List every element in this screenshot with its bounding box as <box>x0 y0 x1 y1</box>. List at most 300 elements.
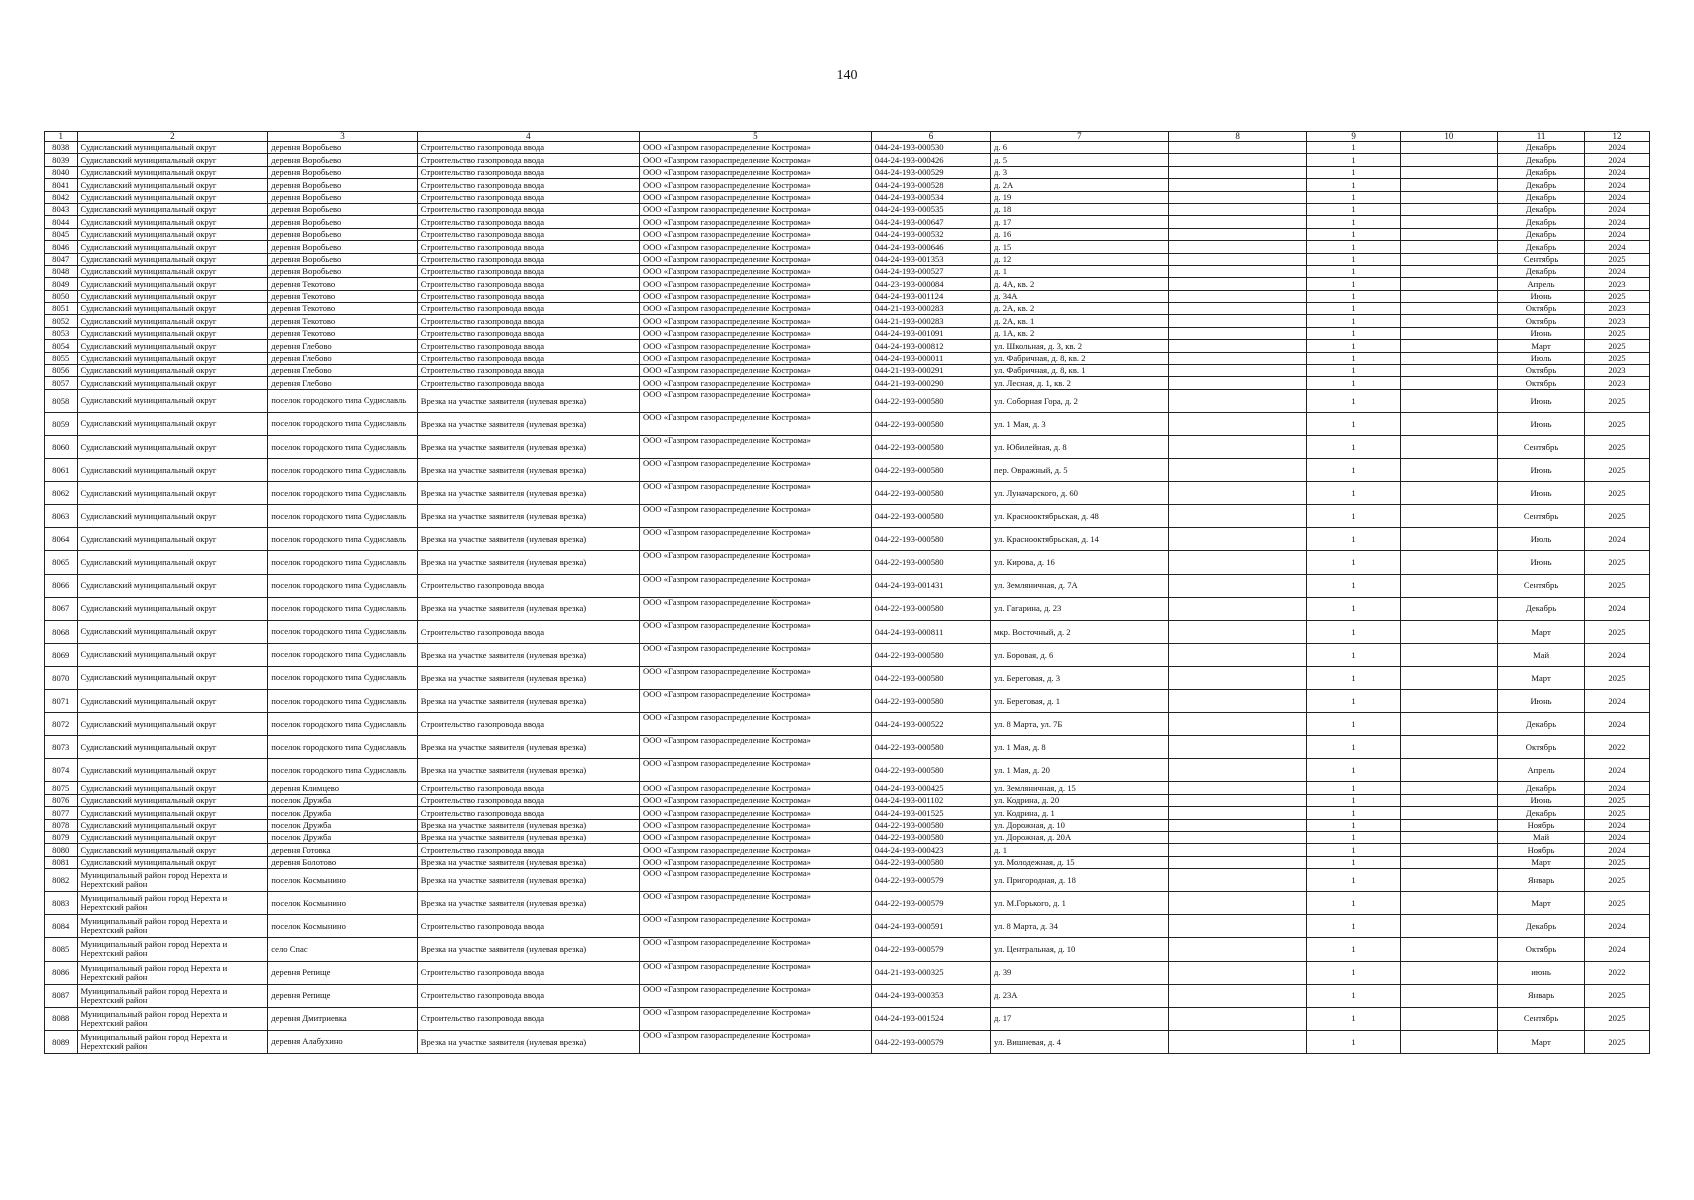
month-cell: Март <box>1498 666 1585 689</box>
work-type-cell: Врезка на участке заявителя (нулевая врезка) <box>417 1030 639 1053</box>
municipality-cell: Судиславский муниципальный округ <box>77 191 268 203</box>
year-cell: 2023 <box>1584 315 1649 327</box>
municipality-cell: Судиславский муниципальный округ <box>77 690 268 713</box>
settlement-cell: поселок городского типа Судиславль <box>268 736 418 759</box>
quantity-cell: 1 <box>1307 574 1400 597</box>
address-cell: ул. Красноoктябрьская, д. 48 <box>991 505 1169 528</box>
year-cell: 2025 <box>1584 574 1649 597</box>
row-number-cell: 8073 <box>45 736 78 759</box>
month-cell: Октябрь <box>1498 315 1585 327</box>
table-row <box>45 551 1650 574</box>
settlement-cell: поселок городского типа Судиславль <box>268 597 418 620</box>
column-10-cell <box>1400 216 1498 228</box>
column-10-cell <box>1400 759 1498 782</box>
column-10-cell <box>1400 713 1498 736</box>
quantity-cell: 1 <box>1307 1030 1400 1053</box>
month-cell: Май <box>1498 831 1585 843</box>
column-10-cell <box>1400 505 1498 528</box>
settlement-cell: деревня Текотово <box>268 303 418 315</box>
month-cell: Декабрь <box>1498 142 1585 154</box>
work-type-cell: Строительство газопровода ввода <box>417 327 639 339</box>
column-10-cell <box>1400 142 1498 154</box>
year-cell: 2024 <box>1584 166 1649 178</box>
settlement-cell: поселок городского типа Судиславль <box>268 389 418 412</box>
year-cell: 2024 <box>1584 241 1649 253</box>
row-number-cell: 8067 <box>45 597 78 620</box>
settlement-cell: деревня Алабухино <box>268 1030 418 1053</box>
column-8-cell <box>1168 574 1307 597</box>
address-cell: д. 2А, кв. 2 <box>991 303 1169 315</box>
row-number-cell: 8085 <box>45 938 78 961</box>
address-cell: ул. Центральная, д. 10 <box>991 938 1169 961</box>
address-cell: мкр. Восточный, д. 2 <box>991 620 1169 643</box>
settlement-cell: поселок Дружба <box>268 819 418 831</box>
organization-cell: ООО «Газпром газораспределение Кострома» <box>639 265 871 277</box>
column-10-cell <box>1400 482 1498 505</box>
municipality-cell: Муниципальный район город Нерехта и Нерехтский район <box>77 1007 268 1030</box>
row-number-cell: 8045 <box>45 228 78 240</box>
work-type-cell: Строительство газопровода ввода <box>417 142 639 154</box>
organization-cell: ООО «Газпром газораспределение Кострома» <box>639 574 871 597</box>
settlement-cell: поселок городского типа Судиславль <box>268 505 418 528</box>
table-row <box>45 984 1650 1007</box>
column-10-cell <box>1400 166 1498 178</box>
work-type-cell: Строительство газопровода ввода <box>417 1007 639 1030</box>
settlement-cell: деревня Готовка <box>268 844 418 856</box>
table-row <box>45 191 1650 203</box>
municipality-cell: Муниципальный район город Нерехта и Нерехтский район <box>77 869 268 892</box>
row-number-cell: 8057 <box>45 377 78 389</box>
quantity-cell: 1 <box>1307 412 1400 435</box>
address-cell: ул. 8 Марта, ул. 7Б <box>991 713 1169 736</box>
municipality-cell: Судиславский муниципальный округ <box>77 303 268 315</box>
municipality-cell: Судиславский муниципальный округ <box>77 551 268 574</box>
address-cell: ул. 1 Мая, д. 20 <box>991 759 1169 782</box>
settlement-cell: село Спас <box>268 938 418 961</box>
year-cell: 2025 <box>1584 666 1649 689</box>
column-10-cell <box>1400 690 1498 713</box>
program-code-cell: 044-22-193-000580 <box>871 759 990 782</box>
column-10-cell <box>1400 794 1498 806</box>
year-cell: 2024 <box>1584 938 1649 961</box>
program-code-cell: 044-24-193-001091 <box>871 327 990 339</box>
year-cell: 2025 <box>1584 869 1649 892</box>
organization-cell: ООО «Газпром газораспределение Кострома» <box>639 253 871 265</box>
program-code-cell: 044-24-193-000811 <box>871 620 990 643</box>
column-10-cell <box>1400 377 1498 389</box>
month-cell: Июнь <box>1498 794 1585 806</box>
program-code-cell: 044-22-193-000580 <box>871 831 990 843</box>
table-row <box>45 303 1650 315</box>
table-row <box>45 666 1650 689</box>
table-row <box>45 807 1650 819</box>
column-number-cell: 5 <box>639 132 871 142</box>
month-cell: Апрель <box>1498 278 1585 290</box>
municipality-cell: Муниципальный район город Нерехта и Нерехтский район <box>77 892 268 915</box>
quantity-cell: 1 <box>1307 915 1400 938</box>
column-10-cell <box>1400 436 1498 459</box>
address-cell: д. 5 <box>991 154 1169 166</box>
column-10-cell <box>1400 856 1498 868</box>
row-number-cell: 8064 <box>45 528 78 551</box>
column-8-cell <box>1168 1030 1307 1053</box>
address-cell: ул. Земляничная, д. 15 <box>991 782 1169 794</box>
municipality-cell: Судиславский муниципальный округ <box>77 203 268 215</box>
program-code-cell: 044-22-193-000579 <box>871 869 990 892</box>
organization-cell: ООО «Газпром газораспределение Кострома» <box>639 228 871 240</box>
municipality-cell: Судиславский муниципальный округ <box>77 436 268 459</box>
year-cell: 2024 <box>1584 228 1649 240</box>
work-type-cell: Врезка на участке заявителя (нулевая врезка) <box>417 551 639 574</box>
column-8-cell <box>1168 377 1307 389</box>
month-cell: Декабрь <box>1498 203 1585 215</box>
work-type-cell: Врезка на участке заявителя (нулевая врезка) <box>417 643 639 666</box>
year-cell: 2025 <box>1584 984 1649 1007</box>
year-cell: 2025 <box>1584 412 1649 435</box>
column-10-cell <box>1400 241 1498 253</box>
year-cell: 2024 <box>1584 216 1649 228</box>
year-cell: 2024 <box>1584 844 1649 856</box>
column-10-cell <box>1400 819 1498 831</box>
program-code-cell: 044-22-193-000579 <box>871 938 990 961</box>
organization-cell: ООО «Газпром газораспределение Кострома» <box>639 551 871 574</box>
municipality-cell: Судиславский муниципальный округ <box>77 154 268 166</box>
municipality-cell: Судиславский муниципальный округ <box>77 807 268 819</box>
month-cell: Октябрь <box>1498 938 1585 961</box>
settlement-cell: деревня Глебово <box>268 352 418 364</box>
table-row <box>45 713 1650 736</box>
column-8-cell <box>1168 228 1307 240</box>
address-cell: ул. Школьная, д. 3, кв. 2 <box>991 340 1169 352</box>
row-number-cell: 8042 <box>45 191 78 203</box>
row-number-cell: 8050 <box>45 290 78 302</box>
address-cell: ул. Луначарского, д. 60 <box>991 482 1169 505</box>
year-cell: 2024 <box>1584 690 1649 713</box>
program-code-cell: 044-24-193-001525 <box>871 807 990 819</box>
organization-cell: ООО «Газпром газораспределение Кострома» <box>639 597 871 620</box>
organization-cell: ООО «Газпром газораспределение Кострома» <box>639 620 871 643</box>
work-type-cell: Врезка на участке заявителя (нулевая врезка) <box>417 436 639 459</box>
address-cell: д. 39 <box>991 961 1169 984</box>
row-number-cell: 8056 <box>45 365 78 377</box>
program-code-cell: 044-24-193-000534 <box>871 191 990 203</box>
row-number-cell: 8058 <box>45 389 78 412</box>
table-row <box>45 241 1650 253</box>
quantity-cell: 1 <box>1307 1007 1400 1030</box>
month-cell: Январь <box>1498 984 1585 1007</box>
column-8-cell <box>1168 482 1307 505</box>
organization-cell: ООО «Газпром газораспределение Кострома» <box>639 377 871 389</box>
municipality-cell: Судиславский муниципальный округ <box>77 856 268 868</box>
column-10-cell <box>1400 389 1498 412</box>
year-cell: 2025 <box>1584 389 1649 412</box>
column-8-cell <box>1168 191 1307 203</box>
program-code-cell: 044-24-193-000425 <box>871 782 990 794</box>
program-code-cell: 044-24-193-000529 <box>871 166 990 178</box>
program-code-cell: 044-24-193-000353 <box>871 984 990 1007</box>
month-cell: Октябрь <box>1498 377 1585 389</box>
organization-cell: ООО «Газпром газораспределение Кострома» <box>639 241 871 253</box>
settlement-cell: поселок городского типа Судиславль <box>268 551 418 574</box>
program-code-cell: 044-22-193-000580 <box>871 856 990 868</box>
quantity-cell: 1 <box>1307 265 1400 277</box>
row-number-cell: 8071 <box>45 690 78 713</box>
program-code-cell: 044-24-193-000647 <box>871 216 990 228</box>
municipality-cell: Судиславский муниципальный округ <box>77 290 268 302</box>
municipality-cell: Судиславский муниципальный округ <box>77 412 268 435</box>
address-cell: ул. Фабричная, д. 8, кв. 1 <box>991 365 1169 377</box>
address-cell: д. 2А <box>991 179 1169 191</box>
address-cell: д. 12 <box>991 253 1169 265</box>
address-cell: д. 2А, кв. 1 <box>991 315 1169 327</box>
municipality-cell: Судиславский муниципальный округ <box>77 643 268 666</box>
settlement-cell: поселок Космынино <box>268 915 418 938</box>
row-number-cell: 8059 <box>45 412 78 435</box>
program-code-cell: 044-24-193-001124 <box>871 290 990 302</box>
organization-cell: ООО «Газпром газораспределение Кострома» <box>639 961 871 984</box>
work-type-cell: Врезка на участке заявителя (нулевая врезка) <box>417 482 639 505</box>
row-number-cell: 8084 <box>45 915 78 938</box>
program-code-cell: 044-22-193-000580 <box>871 436 990 459</box>
organization-cell: ООО «Газпром газораспределение Кострома» <box>639 505 871 528</box>
column-number-cell: 3 <box>268 132 418 142</box>
quantity-cell: 1 <box>1307 482 1400 505</box>
program-code-cell: 044-22-193-000580 <box>871 505 990 528</box>
column-10-cell <box>1400 253 1498 265</box>
year-cell: 2024 <box>1584 819 1649 831</box>
program-code-cell: 044-21-193-000283 <box>871 315 990 327</box>
organization-cell: ООО «Газпром газораспределение Кострома» <box>639 154 871 166</box>
table-row <box>45 856 1650 868</box>
table-row <box>45 528 1650 551</box>
table-row <box>45 869 1650 892</box>
table-row <box>45 228 1650 240</box>
column-number-cell: 6 <box>871 132 990 142</box>
table-row <box>45 643 1650 666</box>
row-number-cell: 8053 <box>45 327 78 339</box>
month-cell: Декабрь <box>1498 915 1585 938</box>
address-cell: ул. Дорожная, д. 20А <box>991 831 1169 843</box>
settlement-cell: деревня Текотово <box>268 315 418 327</box>
municipality-cell: Судиславский муниципальный округ <box>77 666 268 689</box>
column-number-cell: 8 <box>1168 132 1307 142</box>
year-cell: 2025 <box>1584 892 1649 915</box>
year-cell: 2024 <box>1584 154 1649 166</box>
municipality-cell: Судиславский муниципальный округ <box>77 759 268 782</box>
month-cell: Октябрь <box>1498 365 1585 377</box>
column-number-header-row <box>45 132 1650 142</box>
month-cell: Ноябрь <box>1498 819 1585 831</box>
column-8-cell <box>1168 505 1307 528</box>
table-row <box>45 142 1650 154</box>
organization-cell: ООО «Газпром газораспределение Кострома» <box>639 389 871 412</box>
quantity-cell: 1 <box>1307 303 1400 315</box>
column-8-cell <box>1168 327 1307 339</box>
year-cell: 2024 <box>1584 597 1649 620</box>
table-row <box>45 412 1650 435</box>
organization-cell: ООО «Газпром газораспределение Кострома» <box>639 340 871 352</box>
program-code-cell: 044-24-193-001353 <box>871 253 990 265</box>
address-cell: ул. 1 Мая, д. 8 <box>991 736 1169 759</box>
quantity-cell: 1 <box>1307 984 1400 1007</box>
column-8-cell <box>1168 179 1307 191</box>
column-10-cell <box>1400 574 1498 597</box>
organization-cell: ООО «Газпром газораспределение Кострома» <box>639 412 871 435</box>
program-code-cell: 044-22-193-000580 <box>871 819 990 831</box>
quantity-cell: 1 <box>1307 528 1400 551</box>
quantity-cell: 1 <box>1307 203 1400 215</box>
month-cell: Май <box>1498 643 1585 666</box>
column-number-cell: 4 <box>417 132 639 142</box>
year-cell: 2025 <box>1584 290 1649 302</box>
organization-cell: ООО «Газпром газораспределение Кострома» <box>639 327 871 339</box>
year-cell: 2023 <box>1584 278 1649 290</box>
year-cell: 2023 <box>1584 377 1649 389</box>
settlement-cell: поселок городского типа Судиславль <box>268 412 418 435</box>
municipality-cell: Судиславский муниципальный округ <box>77 179 268 191</box>
quantity-cell: 1 <box>1307 352 1400 364</box>
organization-cell: ООО «Газпром газораспределение Кострома» <box>639 807 871 819</box>
address-cell: ул. Соборная Гора, д. 2 <box>991 389 1169 412</box>
table-row <box>45 203 1650 215</box>
organization-cell: ООО «Газпром газораспределение Кострома» <box>639 759 871 782</box>
municipality-cell: Судиславский муниципальный округ <box>77 365 268 377</box>
settlement-cell: поселок городского типа Судиславль <box>268 690 418 713</box>
municipality-cell: Муниципальный район город Нерехта и Нерехтский район <box>77 938 268 961</box>
table-row <box>45 216 1650 228</box>
program-code-cell: 044-22-193-000580 <box>871 643 990 666</box>
work-type-cell: Врезка на участке заявителя (нулевая врезка) <box>417 459 639 482</box>
quantity-cell: 1 <box>1307 459 1400 482</box>
work-type-cell: Врезка на участке заявителя (нулевая врезка) <box>417 412 639 435</box>
row-number-cell: 8088 <box>45 1007 78 1030</box>
month-cell: Июнь <box>1498 412 1585 435</box>
municipality-cell: Судиславский муниципальный округ <box>77 241 268 253</box>
organization-cell: ООО «Газпром газораспределение Кострома» <box>639 1007 871 1030</box>
column-8-cell <box>1168 713 1307 736</box>
program-code-cell: 044-22-193-000579 <box>871 892 990 915</box>
quantity-cell: 1 <box>1307 389 1400 412</box>
organization-cell: ООО «Газпром газораспределение Кострома» <box>639 892 871 915</box>
column-8-cell <box>1168 856 1307 868</box>
column-10-cell <box>1400 303 1498 315</box>
column-10-cell <box>1400 1030 1498 1053</box>
column-10-cell <box>1400 459 1498 482</box>
quantity-cell: 1 <box>1307 290 1400 302</box>
month-cell: Июнь <box>1498 389 1585 412</box>
column-10-cell <box>1400 290 1498 302</box>
month-cell: Июль <box>1498 528 1585 551</box>
program-code-cell: 044-22-193-000580 <box>871 389 990 412</box>
settlement-cell: деревня Воробьево <box>268 191 418 203</box>
address-cell: ул. Пригородная, д. 18 <box>991 869 1169 892</box>
program-code-cell: 044-21-193-000291 <box>871 365 990 377</box>
settlement-cell: деревня Воробьево <box>268 241 418 253</box>
column-8-cell <box>1168 620 1307 643</box>
month-cell: Сентябрь <box>1498 505 1585 528</box>
column-10-cell <box>1400 315 1498 327</box>
quantity-cell: 1 <box>1307 253 1400 265</box>
settlement-cell: поселок Дружба <box>268 831 418 843</box>
year-cell: 2024 <box>1584 191 1649 203</box>
column-8-cell <box>1168 869 1307 892</box>
column-8-cell <box>1168 938 1307 961</box>
municipality-cell: Муниципальный район город Нерехта и Нерехтский район <box>77 1030 268 1053</box>
row-number-cell: 8082 <box>45 869 78 892</box>
row-number-cell: 8049 <box>45 278 78 290</box>
year-cell: 2025 <box>1584 340 1649 352</box>
program-code-cell: 044-22-193-000580 <box>871 528 990 551</box>
table-row <box>45 736 1650 759</box>
address-cell: ул. Кодрина, д. 20 <box>991 794 1169 806</box>
municipality-cell: Судиславский муниципальный округ <box>77 142 268 154</box>
row-number-cell: 8066 <box>45 574 78 597</box>
column-8-cell <box>1168 819 1307 831</box>
work-type-cell: Строительство газопровода ввода <box>417 340 639 352</box>
year-cell: 2025 <box>1584 1030 1649 1053</box>
table-row <box>45 482 1650 505</box>
quantity-cell: 1 <box>1307 551 1400 574</box>
address-cell: ул. Кодрина, д. 1 <box>991 807 1169 819</box>
row-number-cell: 8060 <box>45 436 78 459</box>
organization-cell: ООО «Газпром газораспределение Кострома» <box>639 736 871 759</box>
quantity-cell: 1 <box>1307 831 1400 843</box>
address-cell: д. 17 <box>991 216 1169 228</box>
organization-cell: ООО «Газпром газораспределение Кострома» <box>639 482 871 505</box>
month-cell: Декабрь <box>1498 216 1585 228</box>
column-number-cell: 1 <box>45 132 78 142</box>
year-cell: 2024 <box>1584 713 1649 736</box>
column-10-cell <box>1400 782 1498 794</box>
month-cell: Декабрь <box>1498 597 1585 620</box>
row-number-cell: 8038 <box>45 142 78 154</box>
column-10-cell <box>1400 961 1498 984</box>
work-type-cell: Строительство газопровода ввода <box>417 782 639 794</box>
column-8-cell <box>1168 203 1307 215</box>
work-type-cell: Врезка на участке заявителя (нулевая врезка) <box>417 869 639 892</box>
year-cell: 2025 <box>1584 253 1649 265</box>
row-number-cell: 8077 <box>45 807 78 819</box>
year-cell: 2022 <box>1584 961 1649 984</box>
organization-cell: ООО «Газпром газораспределение Кострома» <box>639 844 871 856</box>
quantity-cell: 1 <box>1307 713 1400 736</box>
quantity-cell: 1 <box>1307 166 1400 178</box>
address-cell: ул. Молодежная, д. 15 <box>991 856 1169 868</box>
month-cell: Июнь <box>1498 459 1585 482</box>
column-10-cell <box>1400 278 1498 290</box>
quantity-cell: 1 <box>1307 690 1400 713</box>
program-code-cell: 044-24-193-000532 <box>871 228 990 240</box>
month-cell: Декабрь <box>1498 807 1585 819</box>
row-number-cell: 8069 <box>45 643 78 666</box>
program-code-cell: 044-24-193-000423 <box>871 844 990 856</box>
municipality-cell: Судиславский муниципальный округ <box>77 844 268 856</box>
column-10-cell <box>1400 807 1498 819</box>
year-cell: 2024 <box>1584 203 1649 215</box>
table-row <box>45 377 1650 389</box>
work-type-cell: Строительство газопровода ввода <box>417 915 639 938</box>
month-cell: Январь <box>1498 869 1585 892</box>
municipality-cell: Судиславский муниципальный округ <box>77 597 268 620</box>
address-cell: ул. Дорожная, д. 10 <box>991 819 1169 831</box>
month-cell: Июнь <box>1498 690 1585 713</box>
year-cell: 2025 <box>1584 551 1649 574</box>
column-8-cell <box>1168 782 1307 794</box>
month-cell: Сентябрь <box>1498 253 1585 265</box>
work-type-cell: Врезка на участке заявителя (нулевая врезка) <box>417 892 639 915</box>
month-cell: Июль <box>1498 352 1585 364</box>
quantity-cell: 1 <box>1307 961 1400 984</box>
